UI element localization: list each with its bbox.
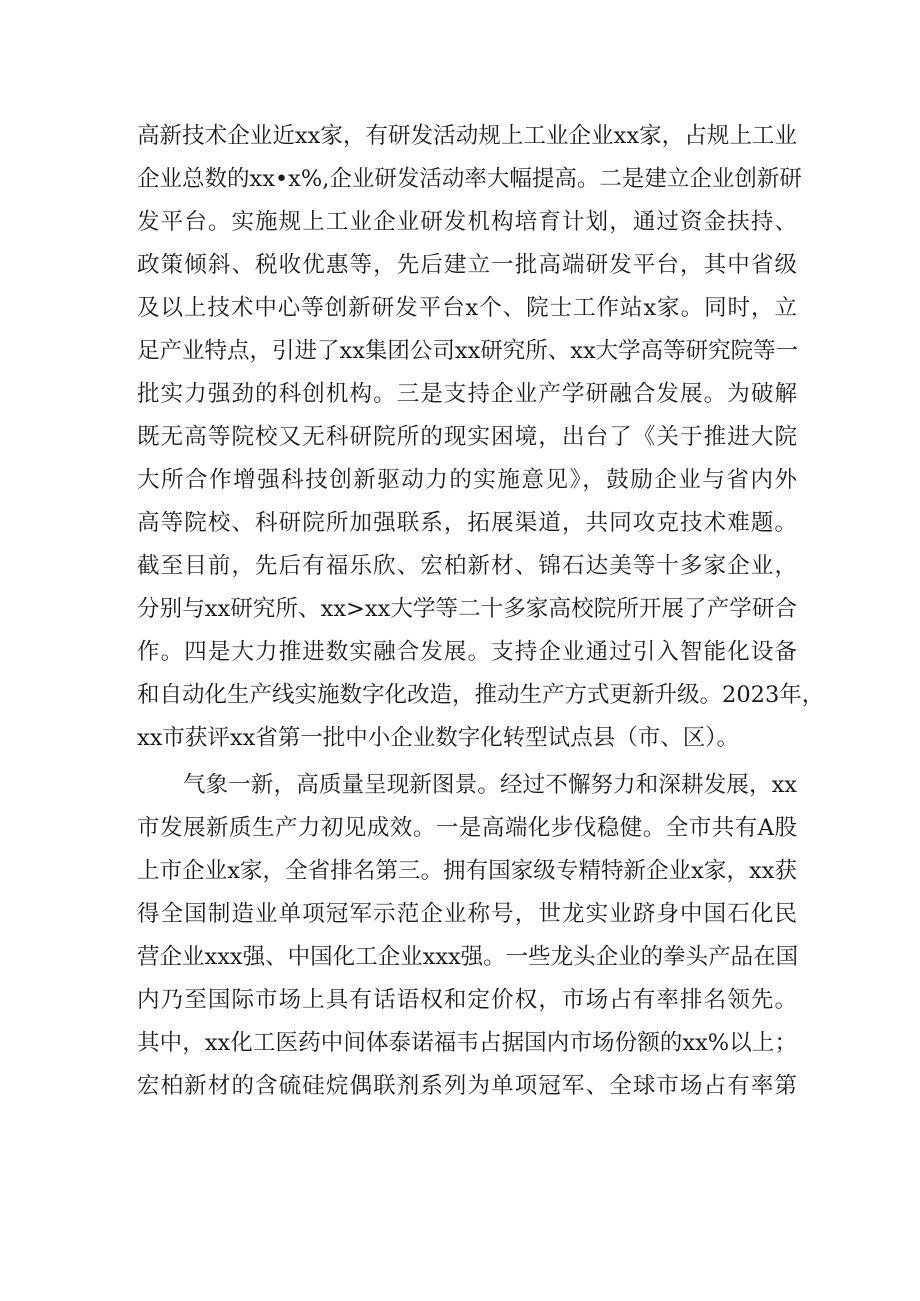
text-line: 宏柏新材的含硫硅烷偶联剂系列为单项冠军、全球市场占有率第	[137, 1073, 797, 1099]
text-line: 截至目前，先后有福乐欣、宏柏新材、锦石达美等十多家企业，	[137, 553, 797, 579]
text-line: 市发展新质生产力初见成效。一是高端化步伐稳健。全市共有A股	[137, 815, 797, 841]
text-line: 足产业特点，引进了xx集团公司xx研究所、xx大学高等研究院等一	[137, 338, 799, 364]
text-line: 发平台。实施规上工业企业研发机构培育计划，通过资金扶持、	[137, 209, 797, 235]
text-line: 批实力强劲的科创机构。三是支持企业产学研融合发展。为破解	[137, 381, 797, 407]
text-line: 既无高等院校又无科研院所的现实困境，出台了《关于推进大院	[137, 424, 797, 450]
text-line: 得全国制造业单项冠军示范企业称号，世龙实业跻身中国石化民	[137, 901, 797, 927]
text-line: 营企业xxx强、中国化工企业xxx强。一些龙头企业的拳头产品在国	[137, 944, 799, 970]
text-line: 其中，xx化工医药中间体泰诺福韦占据国内市场份额的xx%以上；	[137, 1030, 797, 1056]
text-line: 作。四是大力推进数实融合发展。支持企业通过引入智能化设备	[137, 639, 797, 665]
text-line: 和自动化生产线实施数字化改造，推动生产方式更新升级。2023年，	[137, 682, 825, 708]
text-line: 政策倾斜、税收优惠等，先后建立一批高端研发平台，其中省级	[137, 252, 797, 278]
text-line: 及以上技术中心等创新研发平台x个、院士工作站x家。同时，立	[137, 295, 797, 321]
text-line: 高新技术企业近xx家，有研发活动规上工业企业xx家，占规上工业	[137, 123, 797, 149]
text-line: 企业总数的xx•x%,企业研发活动率大幅提高。二是建立企业创新研	[137, 166, 802, 192]
text-line: 上市企业x家，全省排名第三。拥有国家级专精特新企业x家，xx获	[137, 858, 797, 884]
text-line: 气象一新，高质量呈现新图景。经过不懈努力和深耕发展，xx	[183, 772, 797, 798]
text-line: 高等院校、科研院所加强联系，拓展渠道，共同攻克技术难题。	[137, 510, 797, 536]
text-line: 内乃至国际市场上具有话语权和定价权，市场占有率排名领先。	[137, 987, 797, 1013]
text-line: 大所合作增强科技创新驱动力的实施意见》，鼓励企业与省内外	[137, 467, 797, 493]
text-line: 分别与xx研究所、xx>xx大学等二十多家高校院所开展了产学研合	[137, 596, 797, 622]
text-line: xx市获评xx省第一批中小企业数字化转型试点县（市、区）。	[137, 725, 740, 751]
